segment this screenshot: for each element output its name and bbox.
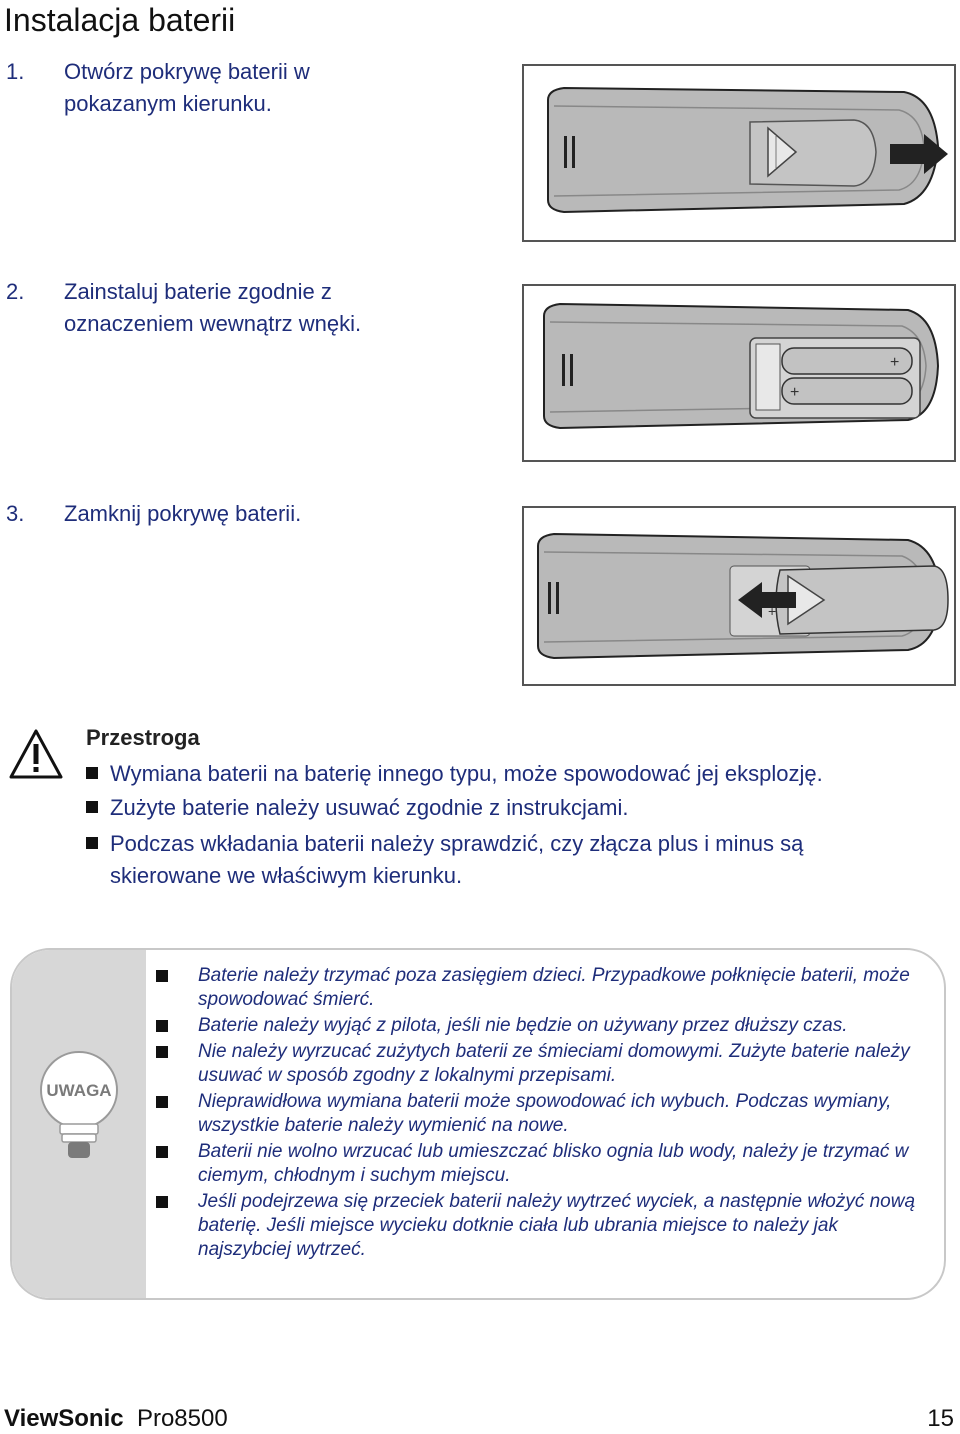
caution-item: Zużyte baterie należy usuwać zgodnie z instrukcjami.: [86, 792, 946, 824]
square-bullet-icon: [86, 767, 98, 779]
step-1-text: Otwórz pokrywę baterii w pokazanym kierunku.: [64, 59, 310, 116]
lightbulb-icon: [34, 1050, 124, 1162]
figure-install-batteries: [522, 284, 956, 462]
caution-item: Podczas wkładania baterii należy sprawdzić, czy złącza plus i minus są skierowane we właściwym kierunku.: [86, 828, 946, 892]
step-1-number: 1.: [6, 59, 25, 84]
remote-batteries-illustration: [524, 286, 954, 460]
battery-plus-top: +: [890, 354, 900, 371]
square-bullet-icon: [86, 837, 98, 849]
step-2: [6, 276, 426, 340]
note-item: Baterie należy wyjąć z pilota, jeśli nie będzie on używany przez dłuższy czas.: [156, 1014, 926, 1038]
step-1: [6, 56, 426, 120]
caution-title: Przestroga: [86, 725, 200, 750]
note-item: Nieprawidłowa wymiana baterii może spowodować ich wybuch. Podczas wymiany, wszystkie baterie należy wymienić na nowe.: [156, 1090, 926, 1138]
square-bullet-icon: [156, 1146, 168, 1158]
note-box: [10, 948, 946, 1300]
note-item: Baterie należy trzymać poza zasięgiem dzieci. Przypadkowe połknięcie baterii, może spowodować śmierć.: [156, 964, 926, 1012]
square-bullet-icon: [156, 1020, 168, 1032]
step-2-text: Zainstaluj baterie zgodnie z oznaczeniem wewnątrz wnęki.: [64, 279, 362, 336]
remote-close-cover-illustration: [524, 508, 954, 684]
note-icon-panel: [12, 950, 146, 1298]
note-item: Jeśli podejrzewa się przeciek baterii należy wytrzeć wyciek, a następnie włożyć nową baterię. Jeśli miejsce wycieku dotknie ciała lub ubrania miejsce to należy jak najszybciej wytrzeć.: [156, 1190, 926, 1262]
figure-close-cover: [522, 506, 956, 686]
square-bullet-icon: [156, 1096, 168, 1108]
page-number: 15: [927, 1405, 954, 1432]
square-bullet-icon: [86, 801, 98, 813]
caution-item: Wymiana baterii na baterię innego typu, może spowodować jej eksplozję.: [86, 758, 946, 790]
note-list: [156, 964, 926, 1264]
footer-model: Pro8500: [136, 1405, 228, 1432]
page-title: Instalacja baterii: [4, 2, 236, 38]
note-item: Nie należy wyrzucać zużytych baterii ze śmieciami domowymi. Zużyte baterie należy usuwać w sposób zgodny z lokalnymi przepisami.: [156, 1040, 926, 1088]
note-item: Baterii nie wolno wrzucać lub umieszczać blisko ognia lub wody, należy je trzymać w ciemym, chłodnym i suchym miejscu.: [156, 1140, 926, 1188]
step-3: [6, 498, 426, 530]
square-bullet-icon: [156, 1196, 168, 1208]
step-3-number: 3.: [6, 501, 25, 526]
figure-open-cover: [522, 64, 956, 242]
square-bullet-icon: [156, 1046, 168, 1058]
step-2-number: 2.: [6, 279, 25, 304]
remote-open-cover-illustration: [524, 66, 954, 240]
footer-brand: [4, 1404, 228, 1434]
square-bullet-icon: [156, 970, 168, 982]
footer-brand-name: ViewSonic: [4, 1405, 124, 1432]
battery-plus-covered: +: [768, 603, 777, 619]
step-3-text: Zamknij pokrywę baterii.: [64, 501, 302, 526]
battery-plus-bottom: +: [790, 384, 800, 401]
note-icon-label: UWAGA: [46, 1081, 112, 1100]
warning-triangle-icon: [8, 728, 64, 780]
